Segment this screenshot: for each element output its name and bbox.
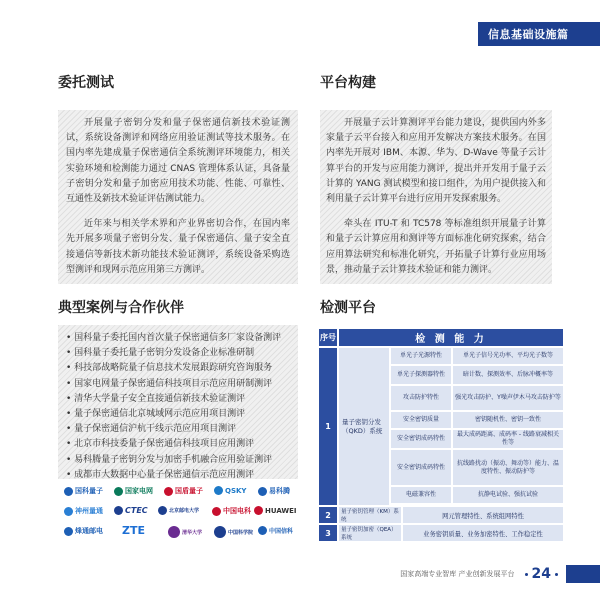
row-system: 量子密钥加密（QEA）系统 <box>339 525 401 541</box>
row-system: 量子密钥管理（KM）系统 <box>339 507 401 523</box>
weituo-paragraph-2: 近年来与相关学术界和产业界密切合作，在国内率先开展多项量子密钥分发、量子保密通信、量子安全直接通信等新技术新功能技术验证测评，系统设备采购选型测评和现网示范应用第三方测评。 <box>66 219 290 275</box>
weituo-title: 委托测试 <box>58 75 114 91</box>
test-item: 单光子光源特性 <box>391 348 451 364</box>
table-row <box>319 525 563 541</box>
test-content: 强光攻击防护、Y噪声伊木马攻击防护等 <box>453 386 563 410</box>
table-subrow <box>391 386 563 410</box>
table-subrow <box>391 366 563 384</box>
list-item: • 国科量子委托量子密钥分发设备企业标准研制 <box>66 348 255 359</box>
test-item: 安全密钥质量 <box>391 412 451 428</box>
footer-dot <box>555 573 558 576</box>
partner-logo: 北京邮电大学 <box>158 506 199 515</box>
list-item: • 清华大学量子安全直接通信新技术验证测评 <box>66 393 246 404</box>
partner-logos <box>58 482 298 542</box>
partner-logo: HUAWEI <box>254 506 297 515</box>
test-item: 电磁兼容性 <box>391 487 451 503</box>
capability-table <box>319 329 563 541</box>
table-subrow <box>391 430 563 448</box>
list-item: • 国科量子委托国内首次量子保密通信多厂家设备测评 <box>66 333 282 343</box>
footer-text: 国家高端专业智库 产业创新发展平台 <box>400 570 515 578</box>
table-subrow <box>391 348 563 364</box>
partner-logo: 国盾量子 <box>164 486 203 496</box>
partner-logo: ZTE <box>122 524 145 537</box>
partner-logo: 国家电网 <box>114 486 153 496</box>
row-number: 3 <box>319 525 337 541</box>
test-content: 密钥随机性、密钥一致性 <box>453 412 563 428</box>
test-content: 暗计数、探测效率、后脉冲概率等 <box>453 366 563 384</box>
table-row <box>319 507 563 523</box>
test-item: 单光子探测器特性 <box>391 366 451 384</box>
test-item: 安全密钥成码特性 <box>391 450 451 485</box>
partner-logo: 中国电科 <box>212 506 251 516</box>
partner-logo: 中国科学院 <box>214 526 253 538</box>
jiance-title: 检测平台 <box>320 300 376 316</box>
list-item: • 量子保密通信北京城域网示范应用项目测评 <box>66 409 246 420</box>
row-number: 2 <box>319 507 337 523</box>
section-tab: 信息基础设施篇 <box>478 22 600 46</box>
test-item: 安全密钥成码特性 <box>391 430 451 448</box>
row-capability: 业务密钥质量、业务加密特性、工作稳定性 <box>403 525 563 541</box>
row-capability: 网元管理特性、系统组网特性 <box>403 507 563 523</box>
partner-logo: 中国信科 <box>258 526 293 535</box>
page-number: 24 <box>531 566 551 582</box>
header-number: 序号 <box>319 329 337 346</box>
table-subrow <box>391 412 563 428</box>
list-item: • 国家电网量子保密通信科技项目示范应用研制测评 <box>66 378 273 389</box>
list-item: • 北京市科技委量子保密通信科技项目应用测评 <box>66 439 255 450</box>
test-content: 最大成码距离、成码率 - 线路衰减相关性等 <box>453 430 563 448</box>
pingtai-paragraph-2: 牵头在 ITU-T 和 TC578 等标准组织开展量子计算和量子云计算应用和测评等方面标准化研究探索，结合应用算法研究和标准化研究，开拓量子计算行业应用场景，推动量子云计算技术验证和能力测评。 <box>326 219 546 275</box>
cases-list <box>58 325 298 479</box>
list-item: • 科技部战略院量子信息技术发展跟踪研究咨询服务 <box>66 363 273 374</box>
footer-bar <box>566 565 600 583</box>
pingtai-text-box <box>320 110 552 284</box>
row-system: 量子密钥分发（QKD）系统 <box>339 348 389 505</box>
partner-logo: 国科量子 <box>64 486 103 496</box>
test-content: 单光子信号光功率、平均光子数等 <box>453 348 563 364</box>
cases-title: 典型案例与合作伙伴 <box>58 300 184 316</box>
weituo-text-box <box>58 110 298 284</box>
weituo-paragraph-1: 开展量子密钥分发和量子保密通信新技术验证测试，系统设备测评和网络应用验证测试等技术服务。在国内率先建成量子保密通信全系统测评环境能力，相关实验环境和检测能力通过 CNAS 管理体系认证，具备量子密钥分发和量子加密应用技术功能、性能、可靠性、互通性及新技术验证评估测试能力。 <box>66 118 290 205</box>
test-content: 抗静电试验、强抗试验 <box>453 487 563 503</box>
table-subrow <box>391 450 563 485</box>
page-footer <box>400 565 600 583</box>
partner-logo: QSKY <box>214 486 247 495</box>
table-header <box>319 329 563 346</box>
test-content: 抗线路扰动（振动、舞动等）能力、温度特性、振动防护等 <box>453 450 563 485</box>
table-row <box>319 348 563 505</box>
partner-logo: CTEC <box>114 506 148 515</box>
header-capability: 检 测 能 力 <box>339 329 563 346</box>
pingtai-paragraph-1: 开展量子云计算测评平台能力建设，提供国内外多家量子云平台接入和应用开发解决方案技术服务。在国内率先开展对 IBM、本源、华为、D-Wave 等量子云计算平台的开发与应用能力测评，提出并开发用于量子云计算的 YANG 测试模型和接口组件，为用户提供接入和利用量子云计算平台进行应用开发探索服务。 <box>326 118 546 205</box>
pingtai-title: 平台构建 <box>320 75 376 91</box>
row-number: 1 <box>319 348 337 505</box>
test-item: 攻击防护特性 <box>391 386 451 410</box>
partner-logo: 清华大学 <box>168 526 202 538</box>
footer-dot <box>525 573 528 576</box>
table-subrow <box>391 487 563 503</box>
list-item: • 易科腾量子密钥分发与加密手机融合应用验证测评 <box>66 454 273 465</box>
partner-logo: 烽通邮电 <box>64 526 103 536</box>
partner-logo: 易科腾 <box>258 486 290 496</box>
partner-logo: 神州量通 <box>64 506 103 516</box>
list-item: • 成都市大数据中心量子保密通信示范应用测评 <box>66 469 255 480</box>
list-item: • 量子保密通信沪杭干线示范应用项目测评 <box>66 424 237 435</box>
